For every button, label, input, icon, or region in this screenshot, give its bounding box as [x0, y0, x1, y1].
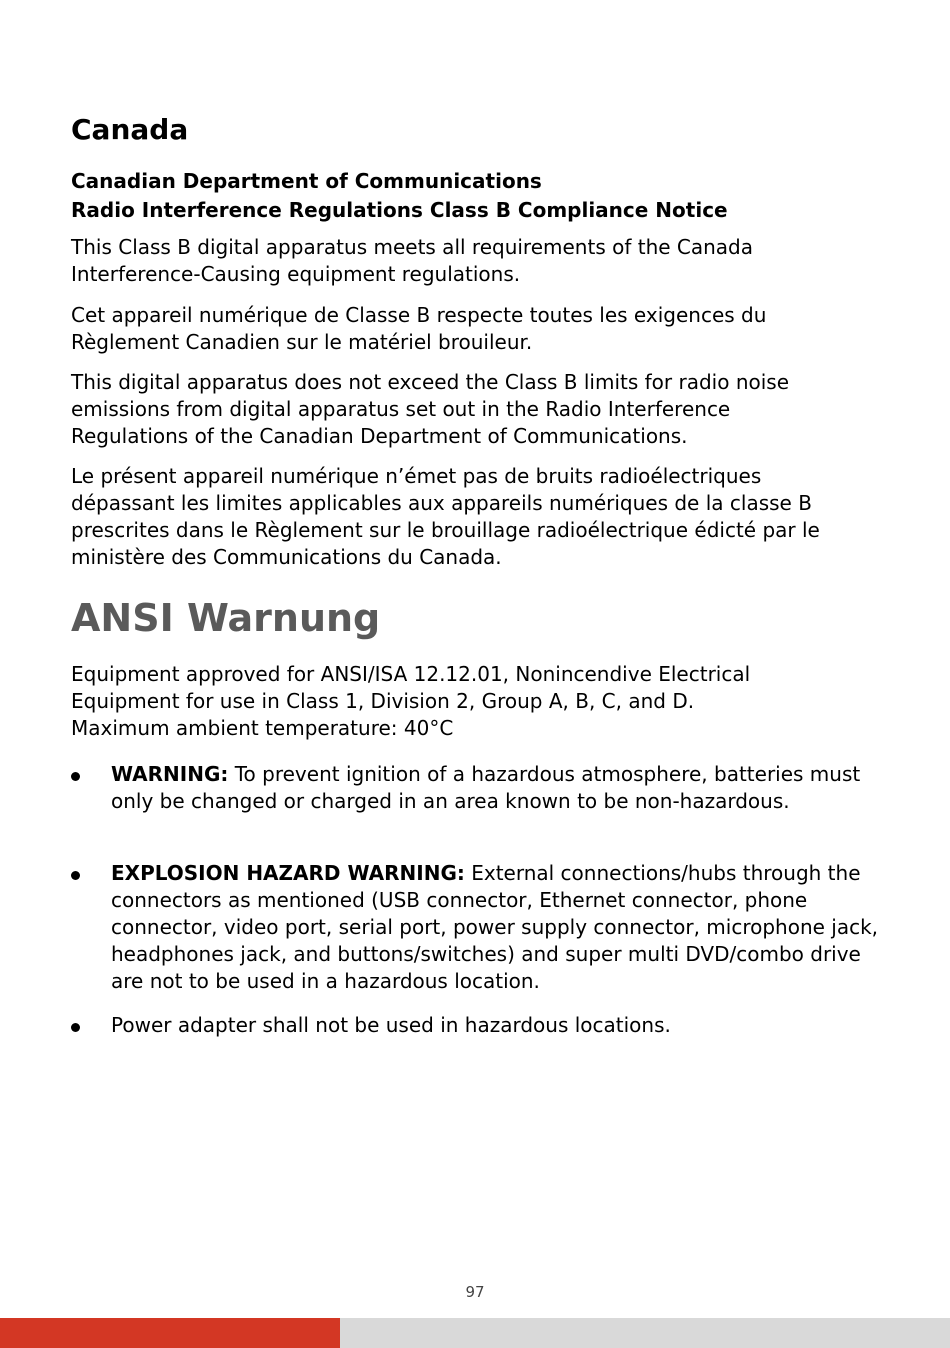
bullet-text	[111, 1012, 881, 1039]
subheading-line-1: Canadian Department of Communications	[71, 169, 542, 193]
bullet-body: Power adapter shall not be used in hazardous locations.	[111, 1013, 671, 1037]
bullet-dot-icon	[71, 871, 80, 880]
canada-subheading	[71, 167, 728, 225]
bullet-body: To prevent ignition of a hazardous atmosphere, batteries must only be changed or charged in an area known to be non-hazardous.	[111, 762, 861, 813]
bullet-label: EXPLOSION HAZARD WARNING:	[111, 861, 465, 885]
footer-grey-bar	[340, 1318, 950, 1348]
canada-paragraph-1: This Class B digital apparatus meets all requirements of the Canada Interference-Causing equipment regulations.	[71, 235, 754, 286]
canada-paragraph-2: Cet appareil numérique de Classe B respecte toutes les exigences du Règlement Canadien sur le matériel brouileur.	[71, 303, 767, 354]
canada-paragraph-4: Le présent appareil numérique n’émet pas de bruits radioélectriques dépassant les limites applicables aux appareils numériques de la classe B prescrites dans le Règlement sur le brouillage radioélectrique édicté par le ministère des Communications du Canada.	[71, 464, 820, 569]
ansi-intro-line-1: Equipment approved for ANSI/ISA 12.12.01, Nonincendive Electrical Equipment for use in Class 1, Division 2, Group A, B, C, and D.	[71, 662, 751, 713]
footer-accent-bar	[0, 1318, 340, 1348]
bullet-label: WARNING:	[111, 762, 229, 786]
footer-bar	[0, 1318, 950, 1348]
page-number: 97	[465, 1283, 485, 1301]
ansi-heading: ANSI Warnung	[71, 596, 381, 640]
bullet-body: External connections/hubs through the connectors as mentioned (USB connector, Ethernet connector, phone connector, video port, serial port, power supply connector, microphone jack, headphones jack, and buttons/switches) and super multi DVD/combo drive are not to be used in a hazardous location.	[111, 861, 879, 993]
bullet-text	[111, 860, 881, 995]
bullet-text	[111, 761, 881, 815]
canada-heading: Canada	[71, 113, 189, 146]
canada-paragraph-3: This digital apparatus does not exceed the Class B limits for radio noise emissions from digital apparatus set out in the Radio Interference Regulations of the Canadian Department of Communications.	[71, 370, 790, 448]
ansi-intro-line-2: Maximum ambient temperature: 40°C	[71, 716, 454, 740]
ansi-intro	[71, 661, 811, 742]
bullet-dot-icon	[71, 772, 80, 781]
bullet-dot-icon	[71, 1023, 80, 1032]
subheading-line-2: Radio Interference Regulations Class B Compliance Notice	[71, 198, 728, 222]
